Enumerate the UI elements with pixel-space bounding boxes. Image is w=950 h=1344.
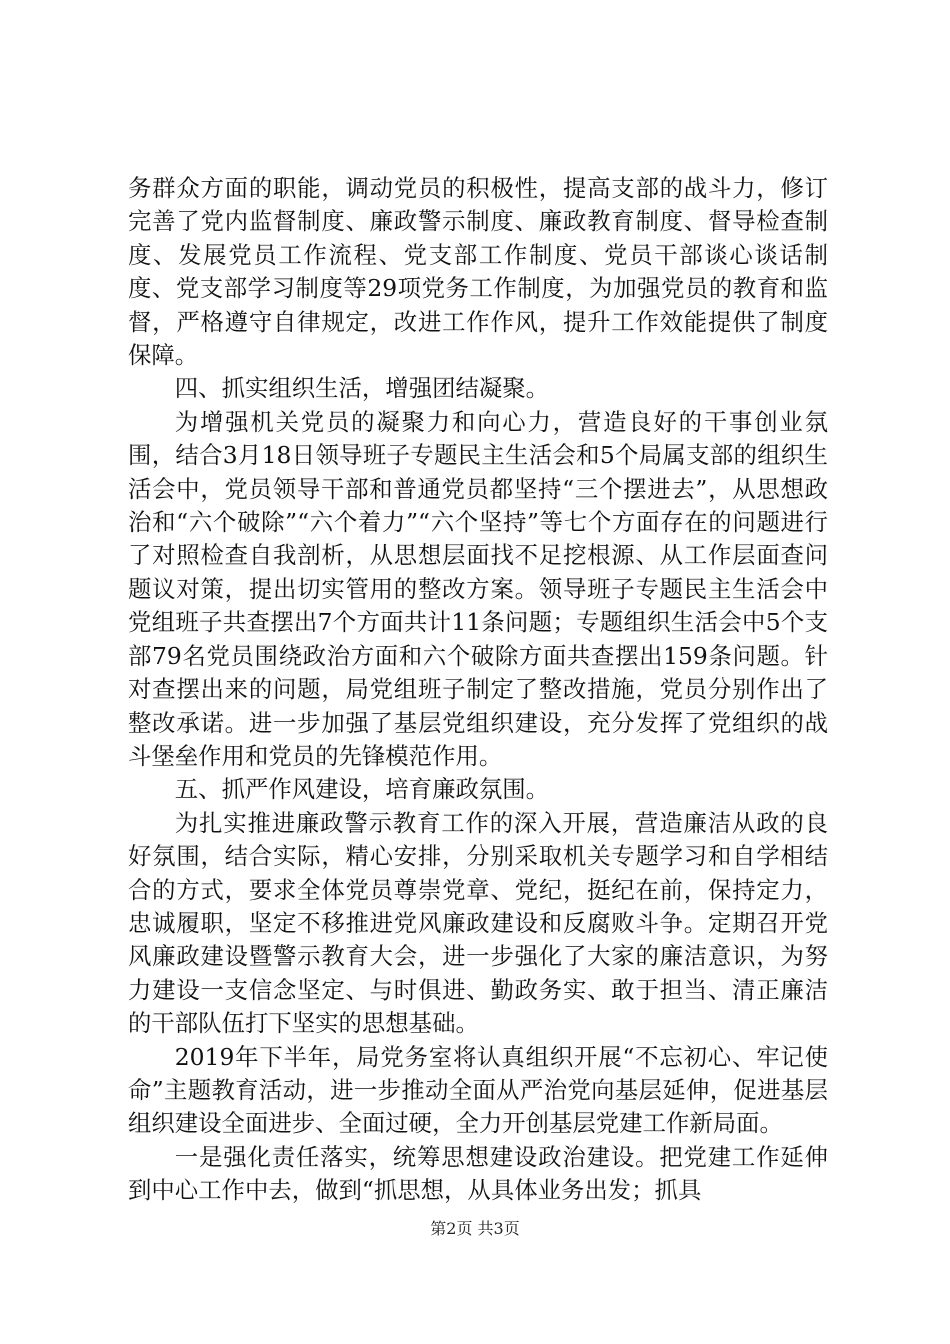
- section-heading-5: 五、抓严作风建设，培育廉政氛围。: [174, 775, 550, 804]
- paragraph-second-half-plan: 2019年下半年，局党务室将认真组织开展“不忘初心、牢记使命”主题教育活动，进一步推动全面从严治党向基层延伸，促进基层组织建设全面进步、全面过硬，全力开创基层党建工作新局面。: [128, 1042, 828, 1138]
- document-body: [128, 172, 828, 1208]
- page-footer: 第2页 共3页: [430, 1219, 520, 1238]
- paragraph-organization-life: 为增强机关党员的凝聚力和向心力，营造良好的干事创业氛围，结合3月18日领导班子专题民主生活会和5个局属支部的组织生活会中，党员领导干部和普通党员都坚持“三个摆进去”，从思想政治和“六个破除”“六个着力”“六个坚持”等七个方面存在的问题进行了对照检查自我剖析，从思想层面找不足挖根源、从工作层面查问题议对策，提出切实管用的整改方案。领导班子专题民主生活会中党组班子共查摆出7个方面共计11条问题；专题组织生活会中5个支部79名党员围绕政治方面和六个破除方面共查摆出159条问题。针对查摆出来的问题，局党组班子制定了整改措施，党员分别作出了整改承诺。进一步加强了基层党组织建设，充分发挥了党组织的战斗堡垒作用和党员的先锋模范作用。: [128, 407, 828, 770]
- section-heading-4: 四、抓实组织生活，增强团结凝聚。: [174, 374, 550, 403]
- paragraph-work-style: 为扎实推进廉政警示教育工作的深入开展，营造廉洁从政的良好氛围，结合实际，精心安排，分别采取机关专题学习和自学相结合的方式，要求全体党员尊崇党章、党纪，挺纪在前，保持定力，忠诚履职，坚定不移推进党风廉政建设和反腐败斗争。定期召开党风廉政建设暨警示教育大会，进一步强化了大家的廉洁意识，为努力建设一支信念坚定、与时俱进、勤政务实、敢于担当、清正廉洁的干部队伍打下坚实的思想基础。: [128, 808, 828, 1038]
- paragraph-continuation: 务群众方面的职能，调动党员的积极性，提高支部的战斗力，修订完善了党内监督制度、廉政警示制度、廉政教育制度、督导检查制度、发展党员工作流程、党支部工作制度、党员干部谈心谈话制度、党支部学习制度等29项党务工作制度，为加强党员的教育和监督，严格遵守自律规定，改进工作作风，提升工作效能提供了制度保障。: [128, 174, 828, 370]
- paragraph-first-point: 一是强化责任落实，统筹思想建设政治建设。把党建工作延伸到中心工作中去，做到“抓思想，从具体业务出发；抓具: [128, 1142, 828, 1205]
